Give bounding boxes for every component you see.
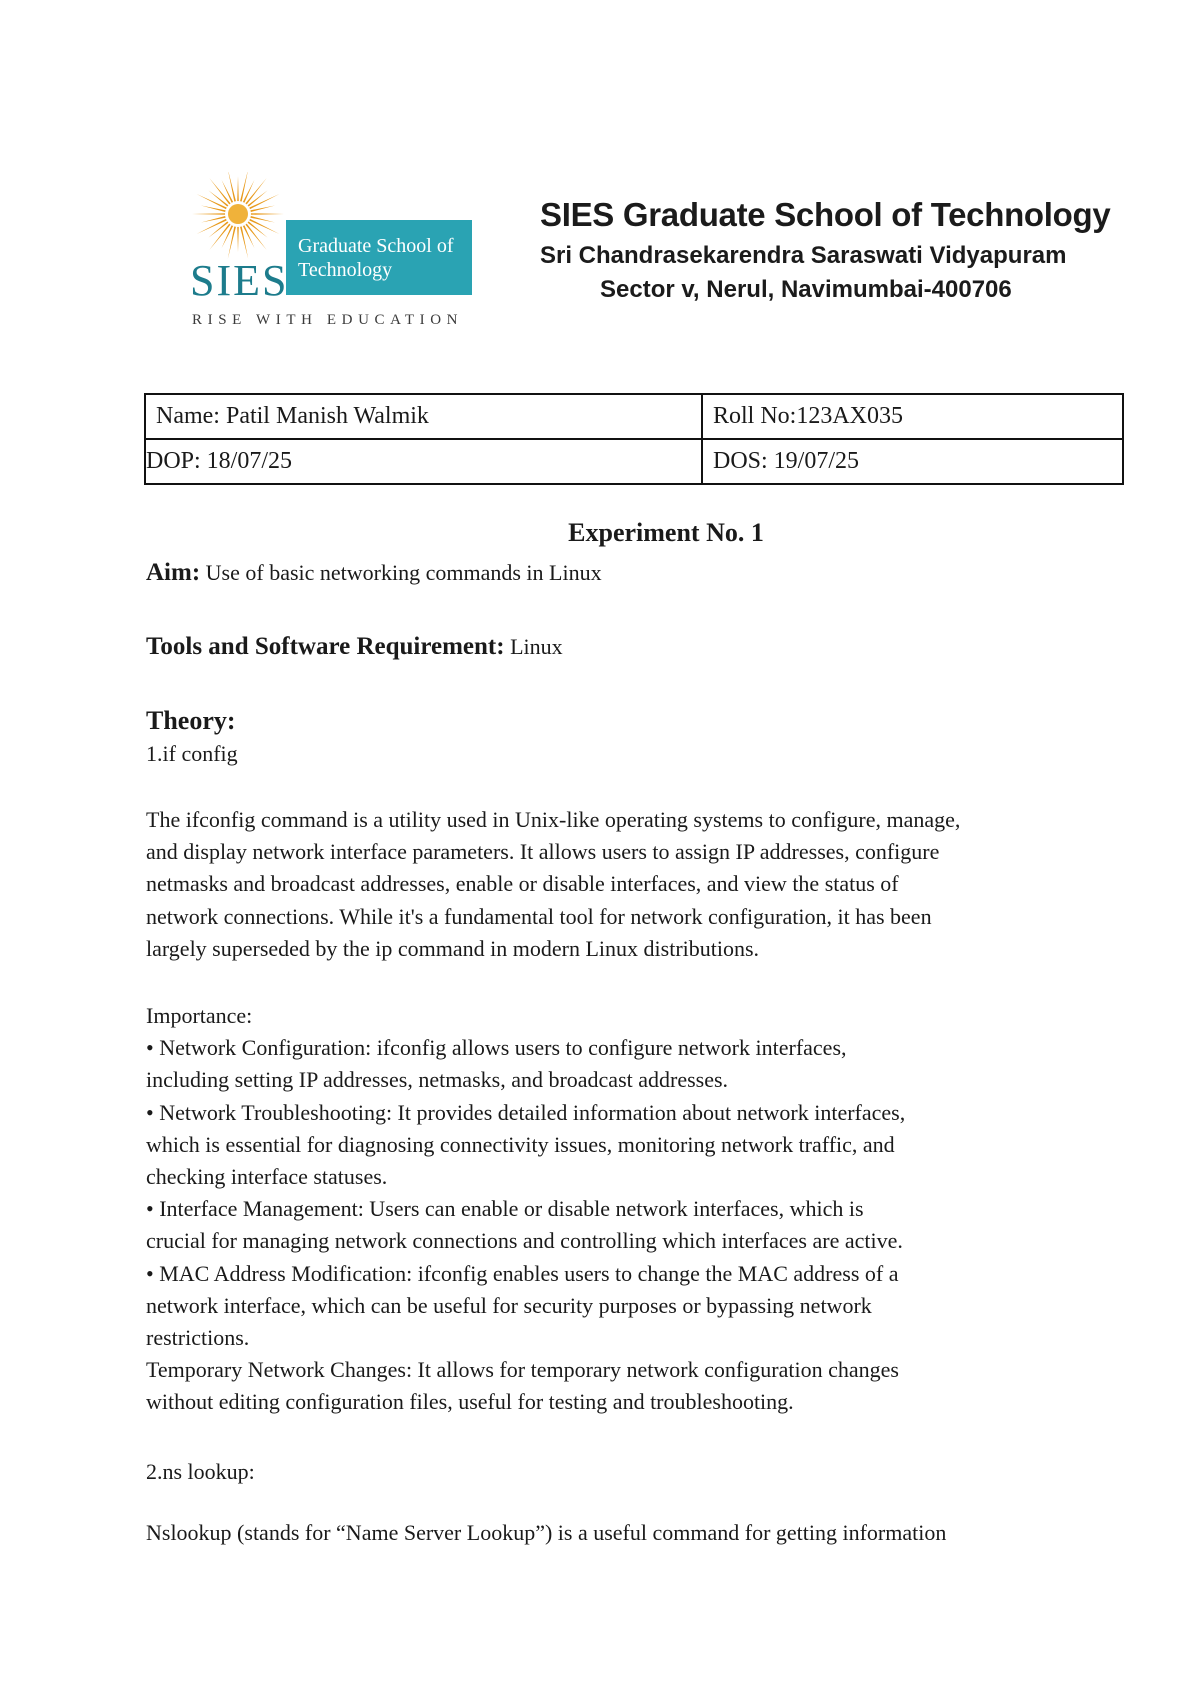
sun-ray — [237, 176, 239, 202]
sun-ray — [245, 178, 267, 205]
logo-badge-line-2: Technology — [298, 259, 393, 281]
sun-ray — [245, 223, 267, 250]
importance-heading: Importance: — [146, 1003, 253, 1028]
logo-tagline: RISE WITH EDUCATION — [192, 312, 464, 328]
aim-label: Aim: — [146, 559, 201, 586]
roll-number: Roll No:123AX035 — [702, 394, 1123, 439]
sun-ray — [192, 213, 226, 215]
theory-heading: Theory: — [146, 706, 236, 735]
list-item: restrictions. — [146, 1325, 250, 1351]
date-of-performance: DOP: 18/07/25 — [145, 439, 702, 484]
experiment-title: Experiment No. 1 — [568, 518, 764, 547]
school-address-line-1: Sri Chandrasekarendra Saraswati Vidyapuram — [540, 242, 1067, 269]
tools-label: Tools and Software Requirement: — [146, 633, 505, 660]
sun-ray — [250, 213, 284, 215]
paragraph-line: largely superseded by the ip command in modern Linux distributions. — [146, 935, 760, 961]
nslookup-heading: 2.ns lookup: — [146, 1459, 255, 1484]
sun-ray — [209, 178, 231, 205]
list-item: checking interface statuses. — [146, 1164, 388, 1190]
paragraph-line: Nslookup (stands for “Name Server Lookup”) is a useful command for getting information — [146, 1520, 947, 1545]
paragraph-line: The ifconfig command is a utility used in Unix-like operating systems to configure, manage, — [146, 807, 961, 832]
sies-logo — [190, 172, 490, 332]
paragraph-line: network connections. While it's a fundamental tool for network configuration, it has been — [146, 903, 932, 929]
importance-section — [146, 1000, 1106, 1419]
sun-ray — [209, 223, 231, 250]
list-item: network interface, which can be useful for security purposes or bypassing network — [146, 1292, 872, 1318]
paragraph-line: netmasks and broadcast addresses, enable or disable interfaces, and view the status of — [146, 871, 899, 897]
list-item: crucial for managing network connections and controlling which interfaces are active. — [146, 1228, 903, 1254]
list-item: without editing configuration files, useful for testing and troubleshooting. — [146, 1389, 794, 1415]
ifconfig-paragraph — [146, 804, 1106, 965]
list-item: which is essential for diagnosing connectivity issues, monitoring network traffic, and — [146, 1131, 895, 1157]
list-item: • MAC Address Modification: ifconfig enables users to change the MAC address of a — [146, 1260, 899, 1286]
list-item: including setting IP addresses, netmasks, and broadcast addresses. — [146, 1067, 729, 1093]
logo-wordmark: SIES — [190, 256, 289, 305]
student-name: Name: Patil Manish Walmik — [145, 394, 702, 439]
school-address-line-2: Sector v, Nerul, Navimumbai-400706 — [600, 276, 1012, 303]
school-header — [540, 196, 1111, 304]
nslookup-paragraph — [146, 1517, 1106, 1549]
sun-ray — [237, 226, 239, 252]
list-item: Temporary Network Changes: It allows for temporary network configuration changes — [146, 1357, 899, 1383]
sun-ray — [240, 172, 248, 203]
aim-text: Use of basic networking commands in Linux — [200, 560, 602, 585]
sun-ray — [240, 226, 248, 259]
logo-badge-line-1: Graduate School of — [298, 235, 454, 257]
sun-ray — [228, 172, 236, 203]
paragraph-line: and display network interface parameters. It allows users to assign IP addresses, configure — [146, 839, 940, 865]
table-row — [145, 439, 1123, 484]
student-info-table — [144, 393, 1124, 485]
tools-text: Linux — [504, 634, 563, 659]
logo-badge — [286, 220, 472, 295]
school-title: SIES Graduate School of Technology — [540, 196, 1111, 233]
sun-icon — [192, 172, 284, 259]
sun-ray — [228, 226, 236, 259]
list-item: • Network Troubleshooting: It provides detailed information about network interfaces, — [146, 1099, 906, 1125]
sies-logo-graphic — [190, 172, 490, 332]
tools-line — [146, 634, 563, 659]
list-item: • Network Configuration: ifconfig allows users to configure network interfaces, — [146, 1035, 847, 1061]
aim-line — [146, 560, 602, 585]
date-of-submission: DOS: 19/07/25 — [702, 439, 1123, 484]
table-row — [145, 394, 1123, 439]
ifconfig-heading: 1.if config — [146, 741, 238, 766]
list-item: • Interface Management: Users can enable or disable network interfaces, which is — [146, 1196, 864, 1222]
